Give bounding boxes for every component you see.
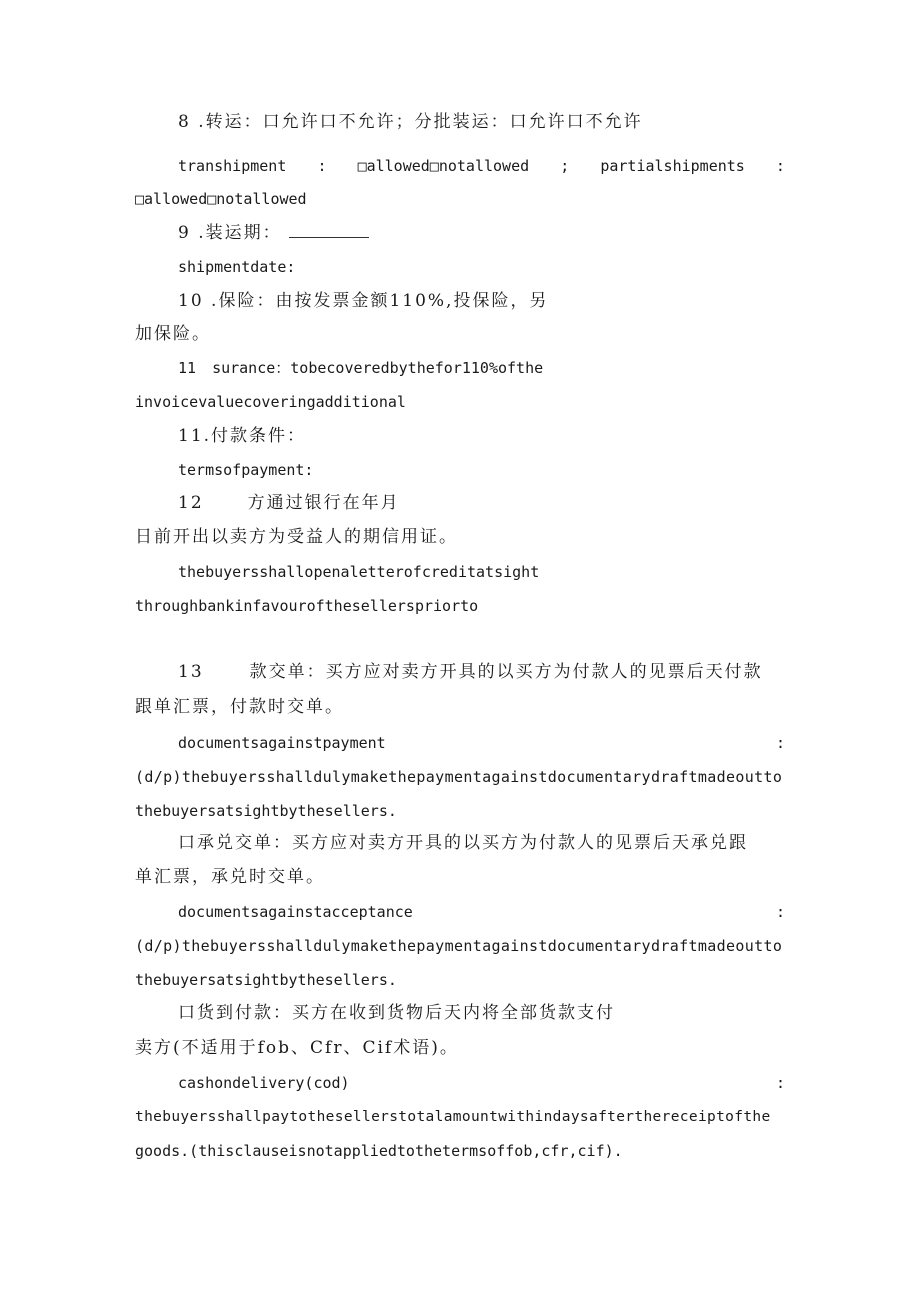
text-segment: :: [775, 1074, 785, 1092]
blank-line: [289, 223, 369, 238]
clause-11-payment-cn: 11.付款条件：: [178, 426, 307, 446]
text-segment: documentsagainstacceptance: [178, 903, 413, 921]
clause-number: 12: [178, 493, 204, 513]
clause-da-cn-a: 口承兑交单：买方应对卖方开具的以买方为付款人的见票后天承兑跟: [178, 833, 748, 853]
clause-cod-en-a: [178, 1073, 785, 1093]
clause-11-insurance-en-b: invoicevaluecoveringadditional: [135, 393, 406, 411]
text-segment: 方通过银行在年月: [247, 493, 400, 513]
text-segment: cashondelivery(cod): [178, 1074, 350, 1092]
clause-number: 13: [178, 662, 204, 682]
text-segment: 款交单：买方应对卖方开具的以买方为付款人的见票后天付款: [249, 662, 763, 682]
text-segment: :: [775, 157, 785, 175]
clause-11-payment-en: termsofpayment:: [178, 461, 314, 479]
clause-8-partial-options: □allowed□notallowed: [135, 190, 307, 208]
clause-cod-en-b: thebuyersshallpaytothesellerstotalamountwithindaysafterthereceiptofthe: [135, 1109, 771, 1125]
clause-cod-cn-a: 口货到付款：买方在收到货物后天内将全部货款支付: [178, 1003, 615, 1023]
clause-13-dp-en-c: thebuyersatsightbythesellers.: [135, 802, 397, 820]
text-segment: □allowed□notallowed: [357, 157, 530, 175]
text-segment: :: [775, 734, 785, 752]
text-segment: 9 .装运期：: [178, 223, 282, 243]
clause-9-shipment-en: shipmentdate:: [178, 258, 296, 276]
clause-cod-en-c: goods.(thisclauseisnotappliedtothetermsoffob,cfr,cif).: [135, 1142, 623, 1160]
clause-12-lc-cn-b: 日前开出以卖方为受益人的期信用证。: [135, 527, 458, 547]
clause-10-insurance-cn-a: 10 .保险：由按发票金额110%,投保险，另: [178, 291, 549, 311]
text-segment: transhipment: [178, 157, 287, 175]
clause-9-shipment-cn: [178, 223, 828, 243]
clause-13-dp-cn-a: [178, 662, 828, 682]
clause-number: 11: [178, 359, 197, 377]
text-segment: ;: [560, 157, 570, 175]
clause-10-insurance-cn-b: 加保险。: [135, 324, 211, 344]
clause-12-lc-en-a: thebuyersshallopenaletterofcreditatsight: [178, 563, 540, 581]
clause-12-lc-cn-a: [178, 493, 828, 513]
clause-12-lc-en-b: throughbankinfavourofthesellerspriorto: [135, 597, 479, 615]
clause-8-transhipment-cn: 8 .转运：口允许口不允许；分批装运：口允许口不允许: [178, 112, 643, 132]
clause-da-en-a: [178, 902, 785, 922]
clause-cod-cn-b: 卖方(不适用于fob、Cfr、Cif术语)。: [135, 1038, 459, 1058]
clause-11-insurance-en-a: [178, 358, 828, 378]
text-segment: documentsagainstpayment: [178, 734, 386, 752]
clause-13-dp-cn-b: 跟单汇票，付款时交单。: [135, 697, 344, 717]
clause-13-dp-en-a: [178, 733, 785, 753]
clause-8-transhipment-en: [178, 156, 785, 176]
text-segment: partialshipments: [600, 157, 745, 175]
text-segment: :: [775, 903, 785, 921]
clause-da-cn-b: 单汇票，承兑时交单。: [135, 867, 325, 887]
clause-13-dp-en-b: (d/p)thebuyersshalldulymakethepaymentagainstdocumentarydraftmadeoutto: [135, 768, 783, 786]
text-segment: :: [317, 157, 327, 175]
clause-da-en-c: thebuyersatsightbythesellers.: [135, 971, 397, 989]
clause-da-en-b: (d/p)thebuyersshalldulymakethepaymentagainstdocumentarydraftmadeoutto: [135, 937, 783, 955]
text-segment: surance：tobecoveredbythefor110%ofthe: [212, 359, 544, 377]
